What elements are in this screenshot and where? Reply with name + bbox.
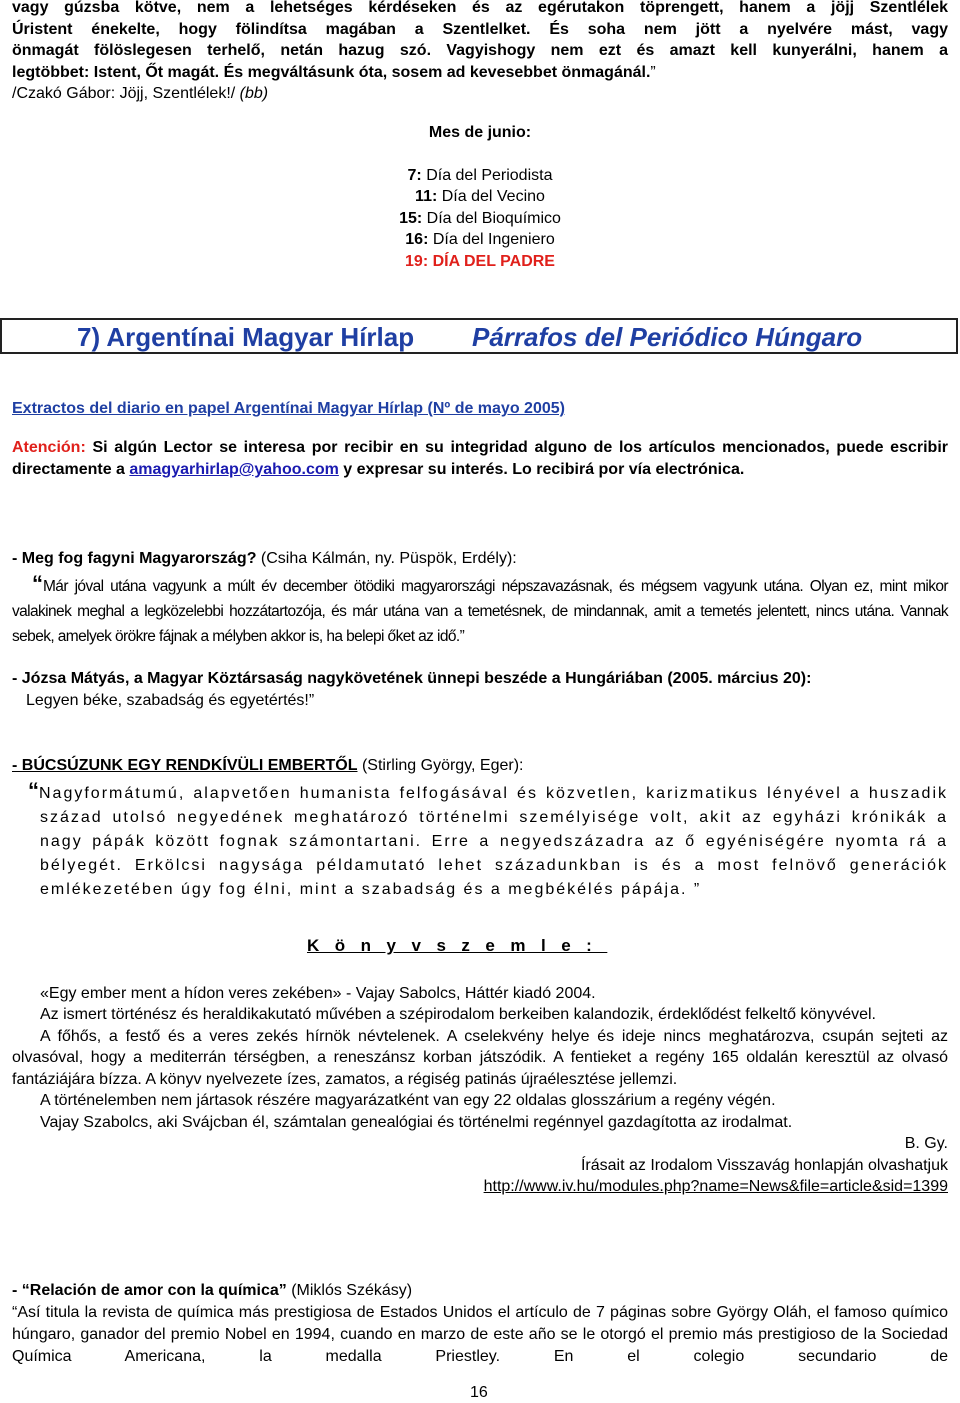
attention-text-end: y expresar su interés. Lo recibirá por vía electrónica.	[343, 461, 745, 478]
attention-label: Atención:	[12, 439, 86, 456]
intro-line: Úristent énekelte, hogy fölindítsa magában a Szentlelket. És soha nem jött a nyelvére mást, vagy	[12, 20, 948, 38]
june-block	[12, 122, 948, 272]
article-author: (Csiha Kálmán, ny. Püspök, Erdély):	[260, 550, 517, 567]
article-body: “Así titula la revista de química más prestigiosa de Estados Unidos el artículo de 7 páginas sobre György Oláh, el famoso químico húngaro, ganador del premio Nobel en 1994, cuando en marzo de este año se le otorgó el premio más prestigioso de la Sociedad Química Americana, la medalla Priestley. En el colegio secundario de	[12, 1304, 948, 1365]
intro-last-line: legtöbbet: Istent, Őt magát. És megváltásunk óta, sosem ad kevesebbet önmagánál.	[12, 63, 651, 81]
day-number: 16:	[405, 231, 429, 248]
article-heading	[12, 548, 948, 570]
article-title: - “Relación de amor con la química”	[12, 1282, 287, 1299]
email-link[interactable]: amagyarhirlap@yahoo.com	[129, 461, 339, 478]
day-number: 19:	[405, 252, 429, 270]
book-title-line: «Egy ember ment a hídon veres zekében» - Vajay Sabolcs, Háttér kiadó 2004.	[40, 984, 596, 1002]
quote-open: “	[28, 778, 39, 803]
day-item	[12, 186, 948, 208]
review-signature: B. Gy.	[904, 1135, 948, 1152]
article-author: (Stirling György, Eger):	[361, 757, 524, 774]
day-item	[12, 229, 948, 251]
extract-title: Extractos del diario en papel Argentínai Magyar Hírlap (Nº de mayo 2005)	[12, 400, 565, 417]
section-title-spanish: Párrafos del Periódico Húngaro	[472, 322, 863, 352]
article-bucsuzunk	[12, 755, 948, 902]
article-title: - Józsa Mátyás, a Magyar Köztársaság nagykövetének ünnepi beszéde a Hungáriában (2005. március 20):	[12, 670, 812, 687]
book-review	[12, 935, 948, 1198]
intro-line	[12, 62, 948, 84]
book-paragraph: A főhős, a festő és a veres zekés hírnök névtelenek. A cselekvény helye és ideje nincs meghatározva, csupán sejteti az olvasóval, hogy a mediterrán térségben, a reneszánsz korban játszódik. A fentieket a regény 165 oldalán keresztül az olvasó fantáziájára bízza. A könyv nyelvezete ízes, zamatos, a régiség patinás újraélesztése jellemzi.	[12, 1027, 948, 1088]
article-body	[12, 690, 948, 712]
day-number: 7:	[407, 166, 422, 184]
article-title: - Meg fog fagyni Magyarország?	[12, 550, 257, 567]
article-meg-fog-fagyni	[12, 548, 948, 649]
extract-block	[12, 398, 948, 481]
citation: /Czakó Gábor: Jöjj, Szentlélek!/	[12, 85, 236, 102]
section-header	[0, 318, 958, 354]
day-label: DÍA DEL PADRE	[432, 252, 555, 270]
june-title: Mes de junio:	[428, 124, 532, 141]
day-number: 15:	[399, 209, 423, 227]
article-text: Nagyformátumú, alapvetően humanista felfogásával és közvetlen, karizmatikus lényével a huszadik század utolsó negyedének meghatározó történelmi személyisége volt, akit az egyházi krónikák a nagy pápák között fognak számontartani. Erre a negyedszázadra az ő egyéniségére nyomta rá a bélyegét. Erkölcsi nagysága példamutató lehet századunkban is és a most felnövő generációk emlékezetében úgy fog élni, mint a szabadság és a megbékélés pápája.	[39, 785, 948, 898]
book-paragraph: Vajay Szabolcs, aki Svájcban él, számtalan genealógiai és történelmi regénnyel gazdagította az irodalmat.	[40, 1113, 793, 1131]
article-heading	[12, 1280, 948, 1302]
article-relacion-quimica	[12, 1280, 948, 1368]
book-review-heading: Könyvszemle:	[307, 936, 608, 955]
review-source: Írásait az Irodalom Visszavág honlapján olvashatjuk	[580, 1156, 948, 1174]
initials: (bb)	[239, 85, 269, 102]
review-url[interactable]: http://www.iv.hu/modules.php?name=News&file=article&sid=1399	[483, 1178, 948, 1195]
day-label: Día del Bioquímico	[426, 209, 561, 227]
attention-paragraph	[12, 437, 948, 481]
quote-close: ”	[308, 692, 315, 709]
intro-line: önmagát fölöslegesen terhelő, netán hazug szó. Vagyishogy nem ezt és amazt kell kunyerálni, hanem a	[12, 42, 948, 59]
article-title: - BÚCSÚZUNK EGY RENDKÍVÜLI EMBERTŐL	[12, 757, 358, 774]
quote-open: “	[32, 571, 43, 596]
article-body	[12, 779, 948, 902]
quote-close: ”	[459, 628, 465, 645]
article-body	[12, 571, 948, 649]
article-jozsa-matyas	[12, 668, 948, 712]
day-label: Día del Periodista	[426, 166, 553, 184]
quote-close: ”	[693, 881, 702, 898]
article-author: (Miklós Székásy)	[291, 1282, 413, 1299]
article-heading	[12, 755, 948, 777]
day-item	[12, 165, 948, 187]
intro-paragraph	[12, 0, 948, 105]
article-text: Már jóval utána vagyunk a múlt év december ötödiki magyarországi népszavazásnak, és mégsem vagyunk utána. Olyan ez, mint mikor valakinek meghal a legközelebbi hozzátartozója, és már utána van a temetésnek, de mindannak, amit a temetés jelentett, nincs utána. Vannak sebek, amelyek örökre fájnak a mélyben akkor is, ha belepi őket az idő.	[12, 578, 948, 645]
page-number: 16	[470, 1384, 488, 1401]
day-item-highlight	[12, 251, 948, 273]
article-text: Legyen béke, szabadság és egyetértés!	[26, 692, 309, 709]
day-item	[12, 208, 948, 230]
section-title-hungarian: 7) Argentínai Magyar Hírlap	[77, 322, 415, 352]
day-number: 11:	[415, 188, 438, 205]
book-paragraph: Az ismert történész és heraldikakutató művében a szépirodalom berkeiben kalandozik, érdeklődést felkeltő könyvével.	[40, 1006, 876, 1023]
intro-line: vagy gúzsba kötve, nem a lehetséges kérdéseken és az egérutakon töprengett, hanem a jöjj Szentlélek	[12, 0, 948, 16]
day-label: Día del Vecino	[441, 188, 545, 205]
book-paragraph: A történelemben nem jártasok részére magyarázatként van egy 22 oldalas glosszárium a regény végén.	[40, 1092, 776, 1109]
quote-close: ”	[650, 63, 656, 81]
citation-line	[12, 83, 948, 105]
attention-text: Si algún Lector se interesa por recibir en su integridad alguno de los artículos mencionados, puede escribir directamente a	[12, 439, 948, 478]
day-label: Día del Ingeniero	[432, 231, 555, 248]
